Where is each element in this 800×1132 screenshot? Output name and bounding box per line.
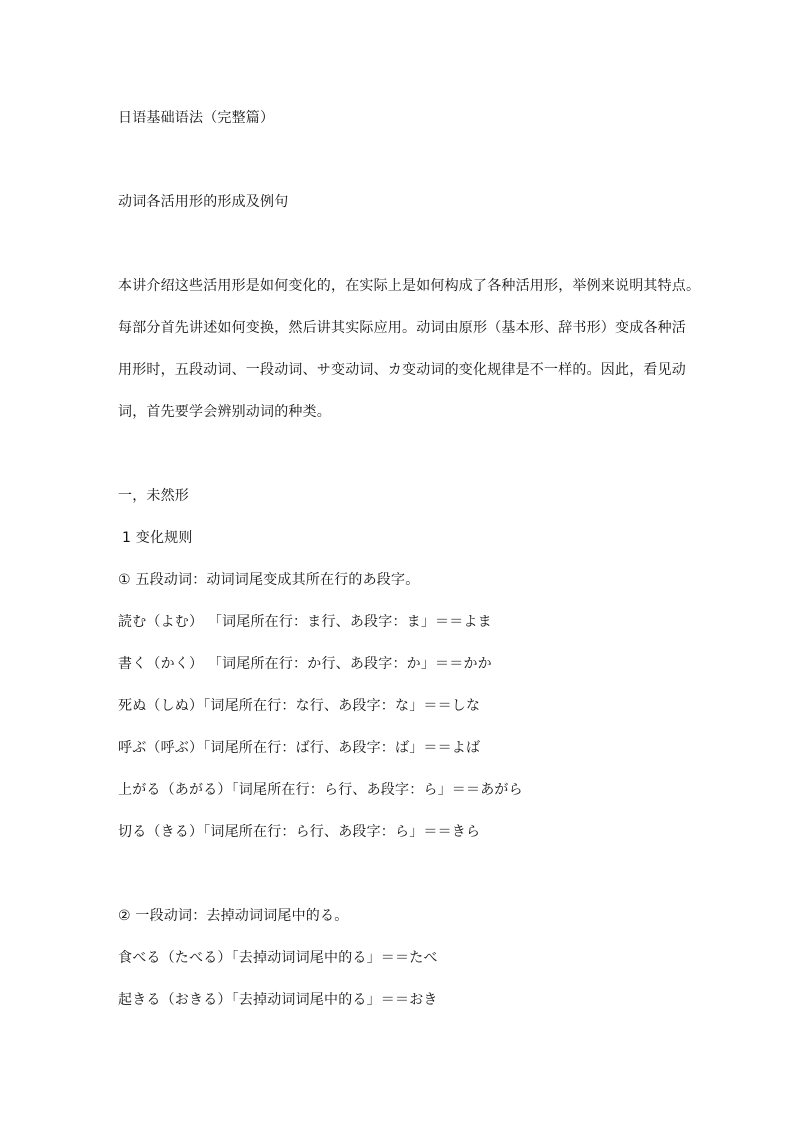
heading-mizen: 一，未然形 <box>118 488 189 504</box>
ichidan-example: 食べる（たべる）「去掉动词词尾中的る」＝＝たべ <box>118 950 438 966</box>
ichidan-heading: ② 一段动词：去掉动词词尾中的る。 <box>118 908 349 924</box>
godan-example: 読む（よむ） 「词尾所在行：ま行、あ段字：ま」＝＝よま <box>118 614 492 630</box>
ichidan-example: 起きる（おきる）「去掉动词词尾中的る」＝＝おき <box>118 992 438 1008</box>
intro-line: 词，首先要学会辨别动词的种类。 <box>118 404 331 420</box>
heading-rule: 1 变化规则 <box>122 530 193 546</box>
godan-example: 切る（きる）「词尾所在行：ら行、あ段字：ら」＝＝きら <box>118 824 481 840</box>
godan-example: 呼ぶ（呼ぶ）「词尾所在行：ば行、あ段字：ば」＝＝よば <box>118 740 481 756</box>
intro-line: 本讲介绍这些活用形是如何变化的，在实际上是如何构成了各种活用形，举例来说明其特点。 <box>118 278 701 294</box>
intro-line: 用形时，五段动词、一段动词、サ变动词、カ变动词的变化规律是不一样的。因此，看见动 <box>118 362 686 378</box>
document-title: 日语基础语法（完整篇） <box>118 110 275 126</box>
godan-heading: ① 五段动词：动词词尾变成其所在行的あ段字。 <box>118 572 420 588</box>
godan-example: 書く（かく） 「词尾所在行：か行、あ段字：か」＝＝かか <box>118 656 492 672</box>
godan-example: 死ぬ（しぬ）「词尾所在行：な行、あ段字：な」＝＝しな <box>118 698 481 714</box>
godan-example: 上がる（あがる）「词尾所在行：ら行、あ段字：ら」＝＝あがら <box>118 782 523 798</box>
intro-line: 每部分首先讲述如何变换，然后讲其实际应用。动词由原形（基本形、辞书形）变成各种活 <box>118 320 686 336</box>
section-title: 动词各活用形的形成及例句 <box>118 194 289 210</box>
